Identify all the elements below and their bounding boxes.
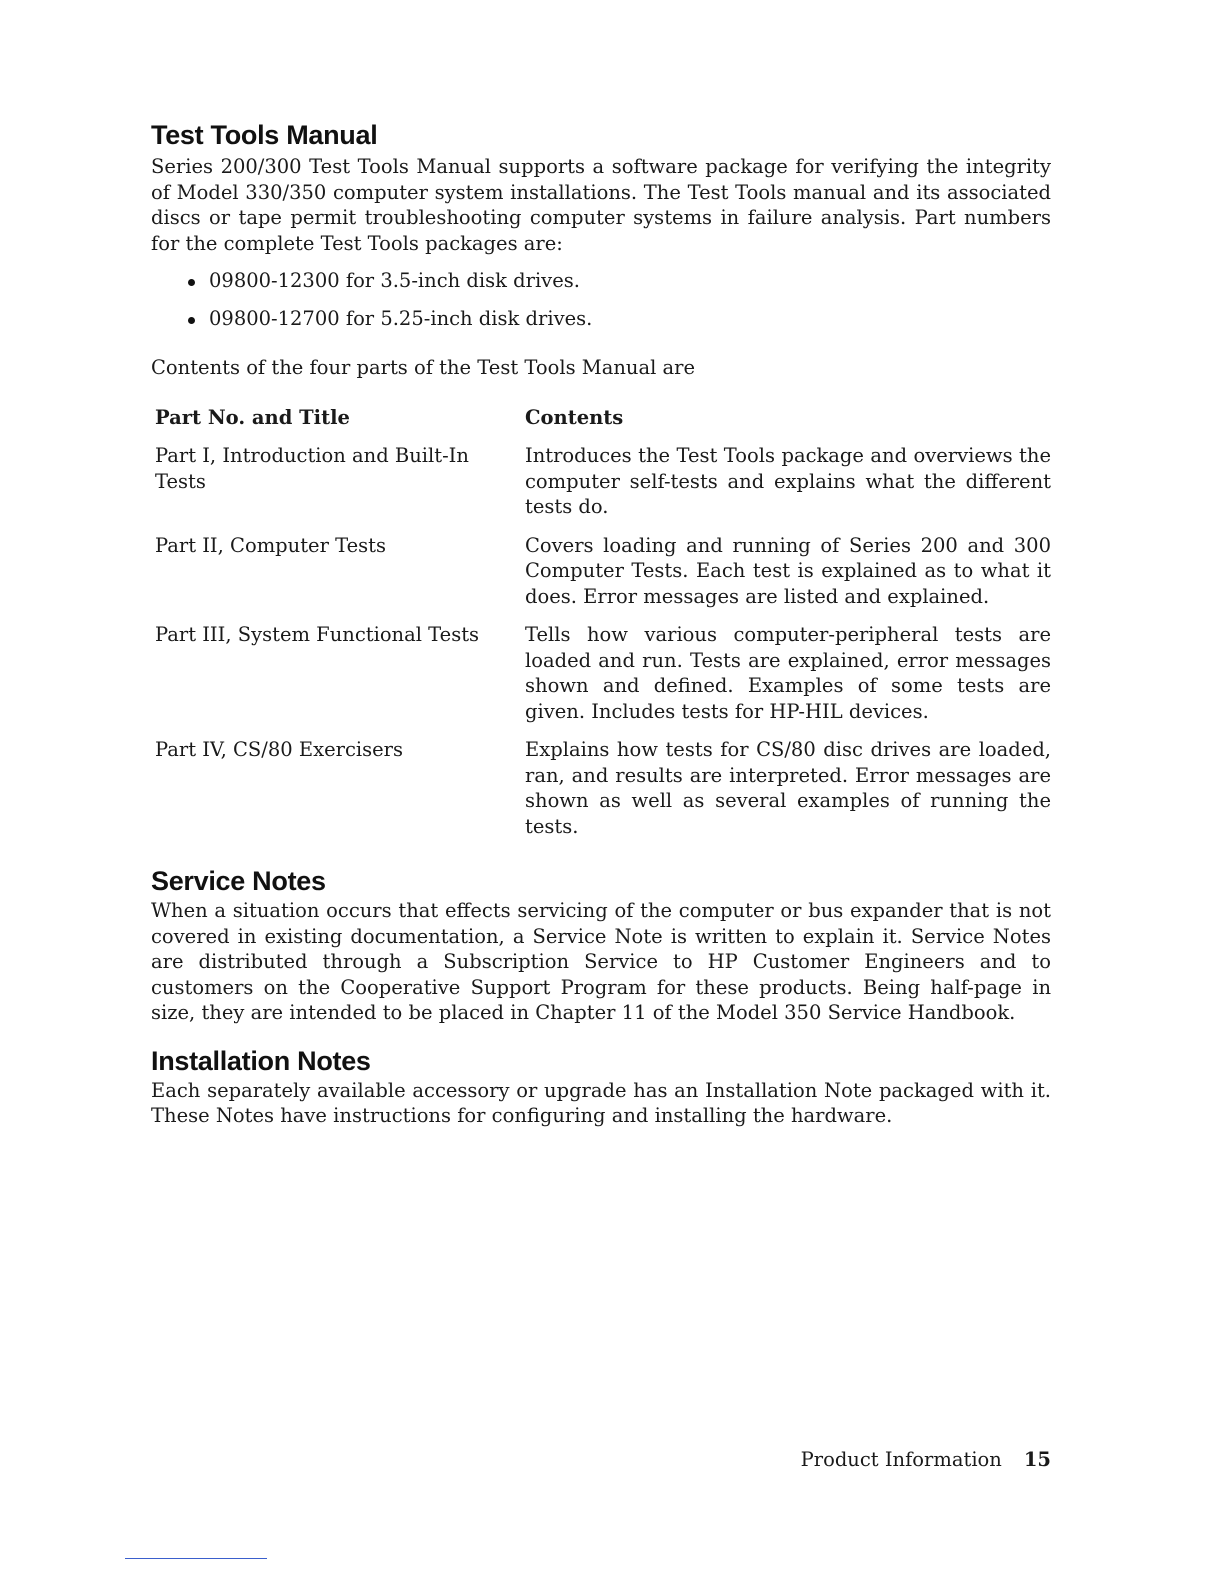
- service-notes-section: [151, 864, 1051, 1026]
- part-title: Part IV, CS/80 Exercisers: [155, 738, 403, 761]
- service-notes-body: When a situation occurs that effects servicing of the computer or bus expander that is not covered in existing documentation, a Service Note is written to explain it. Service Notes are distributed through a Subscription Service to HP Customer Engineers and to customers on the Cooperative Support Program for these products. Being half-page in size, they are intended to be placed in Chapter 11 of the Model 350 Service Handbook.: [151, 899, 1051, 1024]
- page-number: 15: [1023, 1448, 1051, 1471]
- part-title: Part I, Introduction and Built-In Tests: [155, 444, 469, 493]
- installation-notes-heading: Installation Notes: [151, 1045, 371, 1076]
- page-footer: [801, 1448, 1051, 1471]
- table-header-row: [155, 405, 1051, 444]
- part-contents: Explains how tests for CS/80 disc drives are loaded, ran, and results are interpreted. Error messages are shown as well as several examples of running the tests.: [525, 738, 1051, 838]
- part-contents: Introduces the Test Tools package and overviews the computer self-tests and explains what the different tests do.: [525, 444, 1051, 518]
- bottom-rule: [125, 1558, 267, 1559]
- part-title: Part III, System Functional Tests: [155, 623, 480, 646]
- contents-intro: Contents of the four parts of the Test Tools Manual are: [151, 356, 696, 379]
- list-item: 09800-12700 for 5.25-inch disk drives.: [151, 306, 1051, 332]
- table-row: [155, 622, 1051, 737]
- bullet-icon: [188, 317, 195, 324]
- test-tools-intro: Series 200/300 Test Tools Manual supports a software package for verifying the integrity of Model 330/350 computer system installations. The Test Tools manual and its associated discs or tape permit troubleshooting computer systems in failure analysis. Part numbers for the complete Test Tools packages are:: [151, 155, 1051, 255]
- column-header-title: Part No. and Title: [155, 405, 350, 429]
- parts-table: [155, 405, 1051, 853]
- list-item: 09800-12300 for 3.5-inch disk drives.: [151, 268, 1051, 294]
- part-contents: Tells how various computer-peripheral tests are loaded and run. Tests are explained, error messages shown and defined. Examples of some tests are given. Includes tests for HP-HIL devices.: [525, 623, 1051, 723]
- table-row: [155, 737, 1051, 852]
- test-tools-heading: Test Tools Manual: [151, 120, 378, 150]
- bullet-icon: [188, 279, 195, 286]
- table-row: [155, 533, 1051, 623]
- service-notes-heading: Service Notes: [151, 866, 326, 896]
- footer-section-title: Product Information: [800, 1448, 1002, 1471]
- part-contents: Covers loading and running of Series 200 and 300 Computer Tests. Each test is explained as to what it does. Error messages are listed and explained.: [525, 533, 1051, 608]
- table-row: [155, 443, 1051, 533]
- column-header-contents: Contents: [525, 405, 624, 429]
- page-content: [151, 118, 1051, 1129]
- installation-notes-body: Each separately available accessory or upgrade has an Installation Note packaged with it. These Notes have instructions for configuring and installing the hardware.: [151, 1078, 1051, 1127]
- part-title: Part II, Computer Tests: [155, 533, 387, 557]
- installation-notes-section: [151, 1044, 1051, 1129]
- part-number-list: [151, 268, 1051, 331]
